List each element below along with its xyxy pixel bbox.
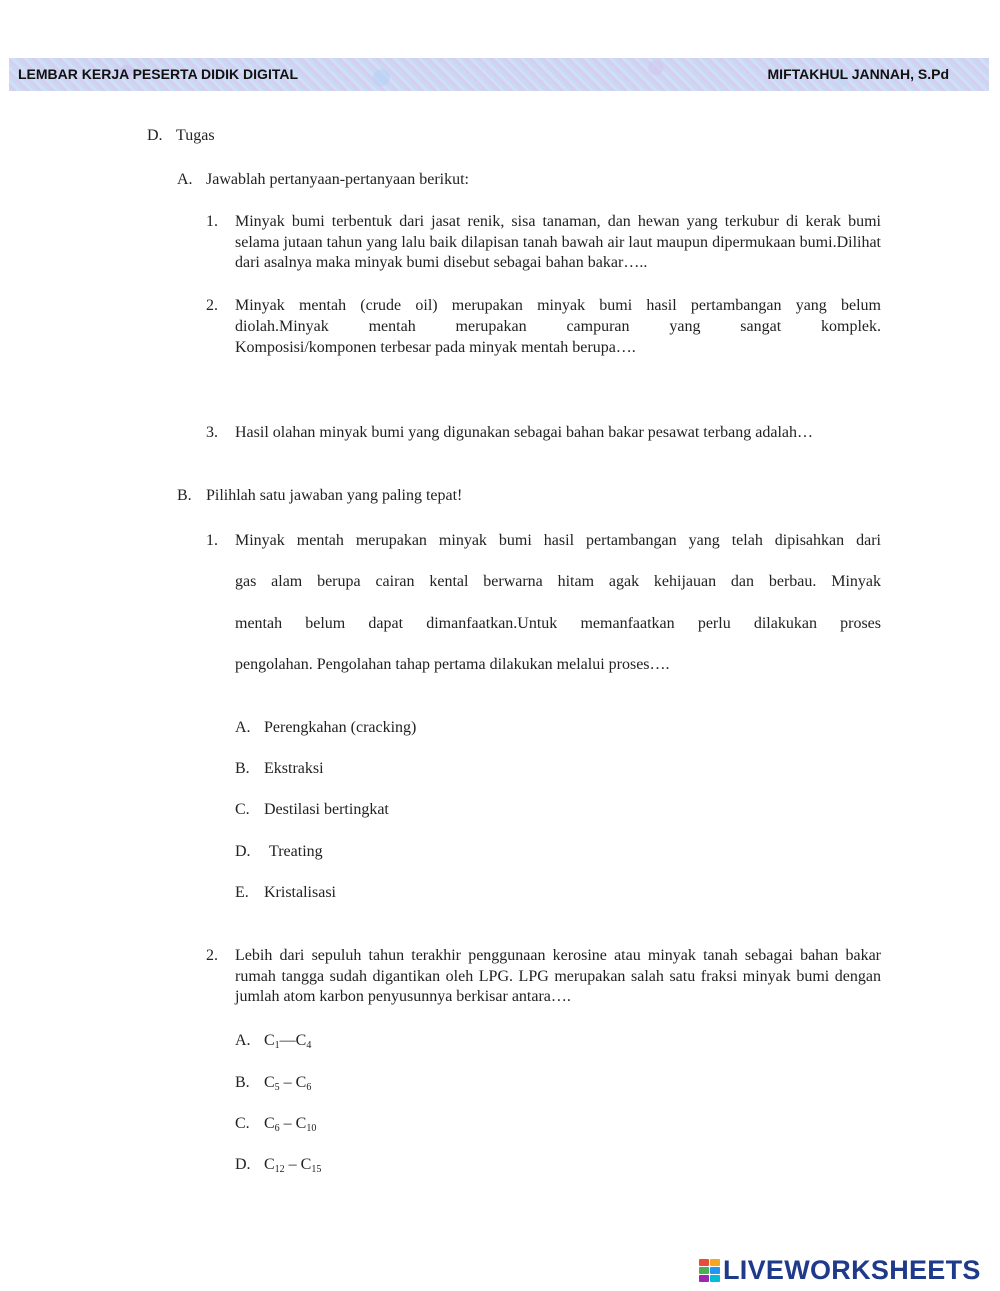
option-letter: A. (235, 719, 251, 736)
question-number: 2. (206, 947, 218, 964)
option-letter: D. (235, 1156, 251, 1173)
liveworksheets-logo (698, 1254, 981, 1286)
logo-block (699, 1275, 709, 1282)
option-letter: A. (235, 1032, 251, 1049)
option-d-c12-c15[interactable]: $C_{12} - C_{15}$ (264, 1156, 322, 1175)
worksheet-title: LEMBAR KERJA PESERTA DIDIK DIGITAL (18, 66, 299, 82)
author-name: MIFTAKHUL JANNAH, S.Pd (767, 66, 949, 82)
option-b-c5-c6[interactable]: $C_5 - C_6$ (264, 1074, 312, 1093)
option-letter: D. (235, 843, 251, 860)
option-a-c1-c4[interactable]: $C_1—C_4$ (264, 1032, 312, 1051)
mc-question-1-line-1: Minyak mentah merupakan minyak bumi hasil pertambangan yang telah dipisahkan dari (235, 532, 881, 549)
option-letter: B. (235, 1074, 250, 1091)
logo-block (710, 1267, 720, 1274)
section-d-label: D. (147, 127, 163, 144)
logo-block (699, 1259, 709, 1266)
question-number: 1. (206, 213, 218, 230)
section-d-title: Tugas (176, 127, 215, 144)
option-letter: C. (235, 801, 250, 818)
option-d-treating[interactable]: Treating (269, 843, 323, 860)
worksheet-header-banner (9, 58, 989, 91)
option-b-ekstraksi[interactable]: Ekstraksi (264, 760, 324, 777)
essay-question-2-line-3: Komposisi/komponen terbesar pada minyak mentah berupa…. (235, 339, 636, 356)
option-c-destilasi[interactable]: Destilasi bertingkat (264, 801, 389, 818)
part-a-instruction: Jawablah pertanyaan-pertanyaan berikut: (206, 171, 469, 188)
essay-question-1: Minyak bumi terbentuk dari jasat renik, sisa tanaman, dan hewan yang terkubur di kerak bumi selama jutaan tahun yang lalu baik dilapisan tanah bawah air laut maupun dipermukaan bumi.Dilihat dari asalnya maka minyak bumi disebut sebagai bahan bakar….. (235, 213, 881, 271)
essay-question-3: Hasil olahan minyak bumi yang digunakan sebagai bahan bakar pesawat terbang adalah… (235, 424, 814, 441)
mc-question-1-line-2: gas alam berupa cairan kental berwarna hitam agak kehijauan dan berbau. Minyak (235, 573, 881, 590)
mc-question-1-line-4: pengolahan. Pengolahan tahap pertama dilakukan melalui proses…. (235, 656, 670, 673)
logo-block (710, 1259, 720, 1266)
essay-question-2-line-1: Minyak mentah (crude oil) merupakan minyak bumi hasil pertambangan yang belum (235, 297, 881, 314)
question-number: 2. (206, 297, 218, 314)
essay-question-2-line-2: diolah.Minyak mentah merupakan campuran yang sangat komplek. (235, 318, 881, 335)
question-number: 3. (206, 424, 218, 441)
part-b-instruction: Pilihlah satu jawaban yang paling tepat! (206, 487, 463, 504)
option-e-kristalisasi[interactable]: Kristalisasi (264, 884, 336, 901)
logo-text: LIVEWORKSHEETS (723, 1254, 981, 1285)
part-a-label: A. (177, 171, 193, 188)
logo-block (699, 1267, 709, 1274)
question-number: 1. (206, 532, 218, 549)
option-letter: C. (235, 1115, 250, 1132)
option-letter: B. (235, 760, 250, 777)
part-b-label: B. (177, 487, 192, 504)
mc-question-1-line-3: mentah belum dapat dimanfaatkan.Untuk memanfaatkan perlu dilakukan proses (235, 615, 881, 632)
option-a-perengkahan[interactable]: Perengkahan (cracking) (264, 719, 417, 736)
logo-block (710, 1275, 720, 1282)
liveworksheets-logo-icon (698, 1258, 720, 1282)
mc-question-2: Lebih dari sepuluh tahun terakhir penggunaan kerosine atau minyak tanah sebagai bahan bakar rumah tangga sudah digantikan oleh LPG. LPG merupakan salah satu fraksi minyak bumi dengan jumlah atom karbon penyusunnya berkisar antara…. (235, 947, 881, 1005)
option-c-c6-c10[interactable]: $C_6 - C_{10}$ (264, 1115, 317, 1134)
option-letter: E. (235, 884, 249, 901)
